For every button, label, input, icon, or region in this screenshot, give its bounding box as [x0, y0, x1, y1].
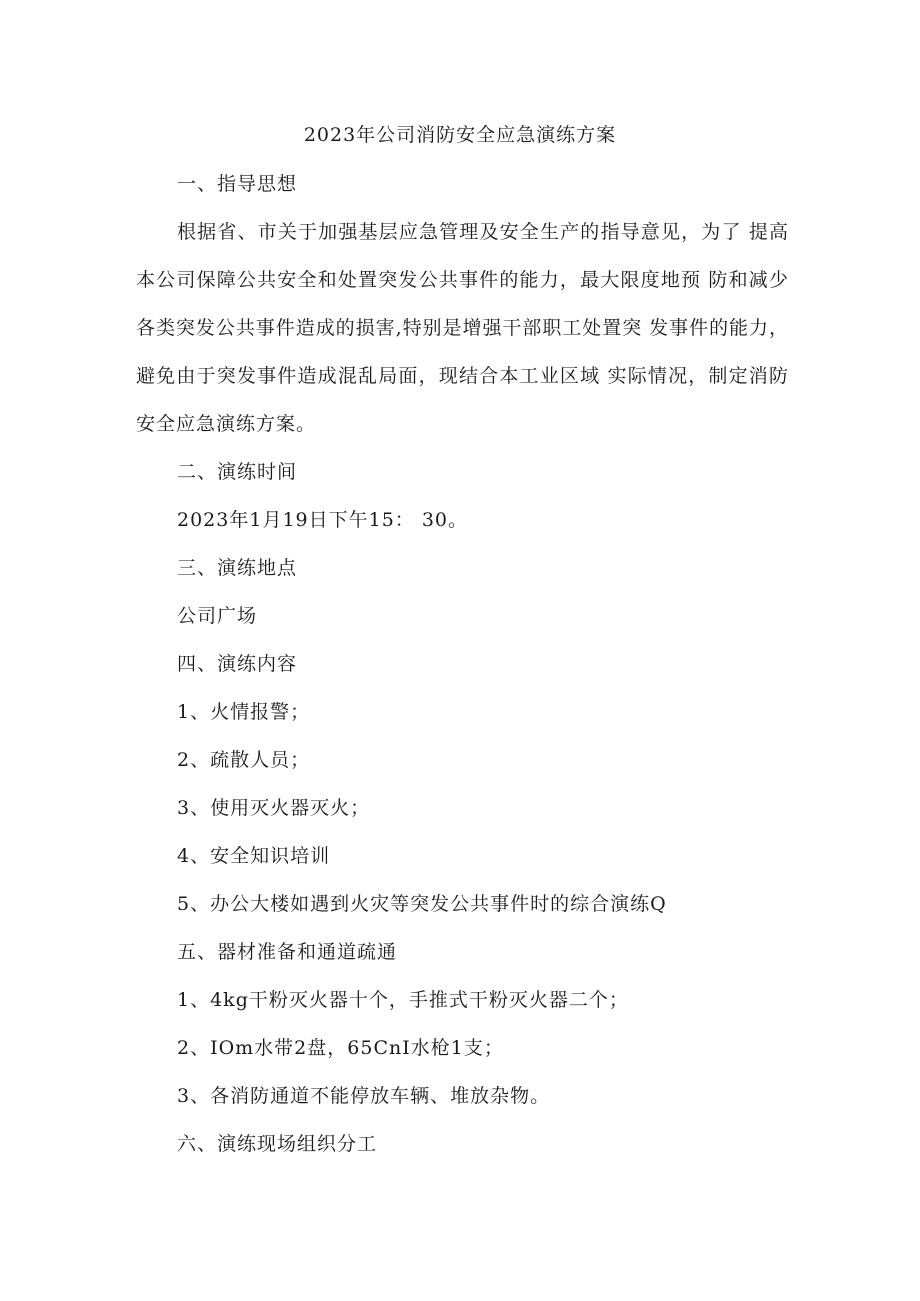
list-item: 3、使用灭火器灭火；	[177, 797, 371, 819]
list-item: 5、办公大楼如遇到火灾等突发公共事件时的综合演练Q	[177, 893, 667, 915]
document-title: 2023年公司消防安全应急演练方案	[303, 124, 617, 146]
list-item: 2、IOm水带2盘，65CnI水枪1支；	[177, 1037, 504, 1059]
paragraph-line: 各类突发公共事件造成的损害,特别是增强干部职工处置突 发事件的能力，	[136, 317, 788, 339]
list-item: 4、安全知识培训	[177, 845, 331, 867]
list-item: 2、疏散人员；	[177, 749, 311, 771]
section-heading-guiding-ideology: 一、指导思想	[177, 173, 298, 195]
section-heading-drill-time: 二、演练时间	[177, 461, 298, 483]
paragraph-line: 根据省、市关于加强基层应急管理及安全生产的指导意见，为了 提高	[177, 221, 788, 243]
section-heading-drill-location: 三、演练地点	[177, 557, 298, 579]
list-item: 3、各消防通道不能停放车辆、堆放杂物。	[177, 1085, 551, 1107]
list-item: 1、火情报警；	[177, 701, 311, 723]
drill-location-text: 公司广场	[177, 605, 258, 627]
drill-time-text: 2023年1月19日下午15： 30。	[177, 509, 469, 531]
paragraph-line: 本公司保障公共安全和处置突发公共事件的能力，最大限度地预 防和减少	[136, 269, 788, 291]
paragraph-line: 避免由于突发事件造成混乱局面，现结合本工业区域 实际情况，制定消防	[136, 365, 788, 387]
paragraph-line: 安全应急演练方案。	[136, 413, 317, 435]
section-heading-equipment: 五、器材准备和通道疏通	[177, 941, 398, 963]
list-item: 1、4kg干粉灭火器十个，手推式干粉灭火器二个；	[177, 989, 629, 1011]
section-heading-organization: 六、演练现场组织分工	[177, 1133, 378, 1155]
section-heading-drill-content: 四、演练内容	[177, 653, 298, 675]
